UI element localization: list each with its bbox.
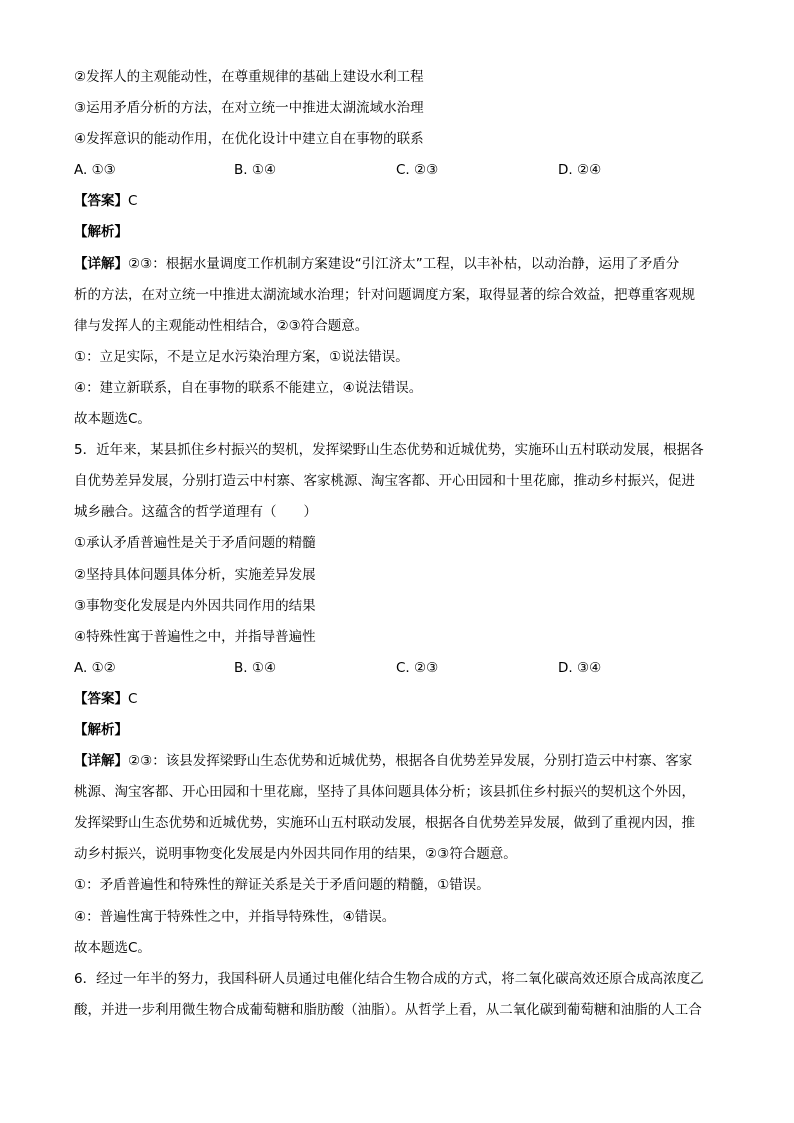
q4-item-4: ④发挥意识的能动作用，在优化设计中建立自在事物的联系 bbox=[74, 131, 424, 148]
q4-answer-tag: 【答案】 bbox=[74, 193, 128, 210]
q4-option-a: A. ①③ bbox=[74, 162, 116, 179]
q4-options bbox=[74, 155, 724, 186]
q5-analysis-tag: 【解析】 bbox=[74, 721, 128, 738]
q4-wrong-1: ①：立足实际，不是立足水污染治理方案，①说法错误。 bbox=[74, 348, 409, 365]
q4-item-3: ③运用矛盾分析的方法，在对立统一中推进太湖流域水治理 bbox=[74, 100, 424, 117]
q5-answer-tag: 【答案】 bbox=[74, 690, 128, 707]
q5-item-2: ②坚持具体问题具体分析，实施差异发展 bbox=[74, 566, 316, 583]
q4-option-d: D. ②④ bbox=[558, 162, 602, 179]
q5-detail-line-1 bbox=[74, 746, 724, 777]
q4-analysis-heading bbox=[74, 217, 724, 248]
document-page bbox=[74, 62, 724, 1026]
q5-detail-line-2: 桃源、淘宝客都、开心田园和十里花廊，坚持了具体问题具体分析；该县抓住乡村振兴的契机这个外因， bbox=[74, 784, 695, 801]
q6-stem-line-2: 酸，并进一步利用微生物合成葡萄糖和脂肪酸（油脂）。从哲学上看，从二氧化碳到葡萄糖和油脂的人工合 bbox=[74, 1001, 702, 1018]
q4-answer bbox=[74, 186, 724, 217]
q5-detail-text-1: ②③：该县发挥梁野山生态优势和近城优势，根据各自优势差异发展，分别打造云中村寨、客家 bbox=[128, 753, 693, 770]
q5-option-b: B. ①④ bbox=[234, 659, 277, 676]
q4-detail-text-1: ②③：根据水量调度工作机制方案建设“引江济太”工程，以丰补枯，以动治静，运用了矛盾分 bbox=[128, 255, 680, 272]
q5-detail-tag: 【详解】 bbox=[74, 753, 128, 770]
q5-option-a: A. ①② bbox=[74, 659, 116, 676]
q5-wrong-1: ①：矛盾普遍性和特殊性的辩证关系是关于矛盾问题的精髓，①错误。 bbox=[74, 877, 490, 894]
q5-detail-line-4: 动乡村振兴，说明事物变化发展是内外因共同作用的结果，②③符合题意。 bbox=[74, 846, 517, 863]
q4-answer-value: C bbox=[128, 193, 138, 210]
q5-analysis-heading bbox=[74, 715, 724, 746]
q6-stem-line-1: 6．经过一年半的努力，我国科研人员通过电催化结合生物合成的方式，将二氧化碳高效还原合成高浓度乙 bbox=[74, 970, 704, 987]
q5-item-3: ③事物变化发展是内外因共同作用的结果 bbox=[74, 597, 316, 614]
q4-detail-tag: 【详解】 bbox=[74, 255, 128, 272]
q5-answer-value: C bbox=[128, 690, 138, 707]
q5-stem-line-2: 自优势差异发展，分别打造云中村寨、客家桃源、淘宝客都、开心田园和十里花廊，推动乡村振兴，促进 bbox=[74, 473, 695, 490]
q5-answer bbox=[74, 684, 724, 715]
q4-detail-line-2: 析的方法，在对立统一中推进太湖流域水治理；针对问题调度方案，取得显著的综合效益，把尊重客观规 bbox=[74, 286, 695, 303]
q5-option-d: D. ③④ bbox=[558, 659, 602, 676]
q4-analysis-tag: 【解析】 bbox=[74, 224, 128, 241]
q4-item-2: ②发挥人的主观能动性，在尊重规律的基础上建设水利工程 bbox=[74, 69, 424, 85]
q5-options bbox=[74, 653, 724, 684]
q5-option-c: C. ②③ bbox=[396, 659, 439, 676]
q5-item-1: ①承认矛盾普遍性是关于矛盾问题的精髓 bbox=[74, 535, 316, 552]
q5-wrong-4: ④：普遍性寓于特殊性之中，并指导特殊性，④错误。 bbox=[74, 908, 396, 925]
q4-conclusion: 故本题选C。 bbox=[74, 411, 151, 428]
q4-option-b: B. ①④ bbox=[234, 162, 277, 179]
q5-detail-line-3: 发挥梁野山生态优势和近城优势，实施环山五村联动发展，根据各自优势差异发展，做到了重视内因，推 bbox=[74, 815, 695, 832]
q5-item-4: ④特殊性寓于普遍性之中，并指导普遍性 bbox=[74, 628, 316, 645]
q5-stem-line-1: 5．近年来，某县抓住乡村振兴的契机，发挥梁野山生态优势和近城优势，实施环山五村联动发展，根据各 bbox=[74, 442, 704, 459]
q4-detail-line-1 bbox=[74, 249, 724, 280]
q5-conclusion: 故本题选C。 bbox=[74, 939, 151, 956]
q5-stem-line-3: 城乡融合。这蕴含的哲学道理有（ ） bbox=[74, 504, 317, 521]
q4-detail-line-3: 律与发挥人的主观能动性相结合，②③符合题意。 bbox=[74, 317, 369, 334]
q4-option-c: C. ②③ bbox=[396, 162, 439, 179]
q4-wrong-4: ④：建立新联系，自在事物的联系不能建立，④说法错误。 bbox=[74, 379, 423, 396]
